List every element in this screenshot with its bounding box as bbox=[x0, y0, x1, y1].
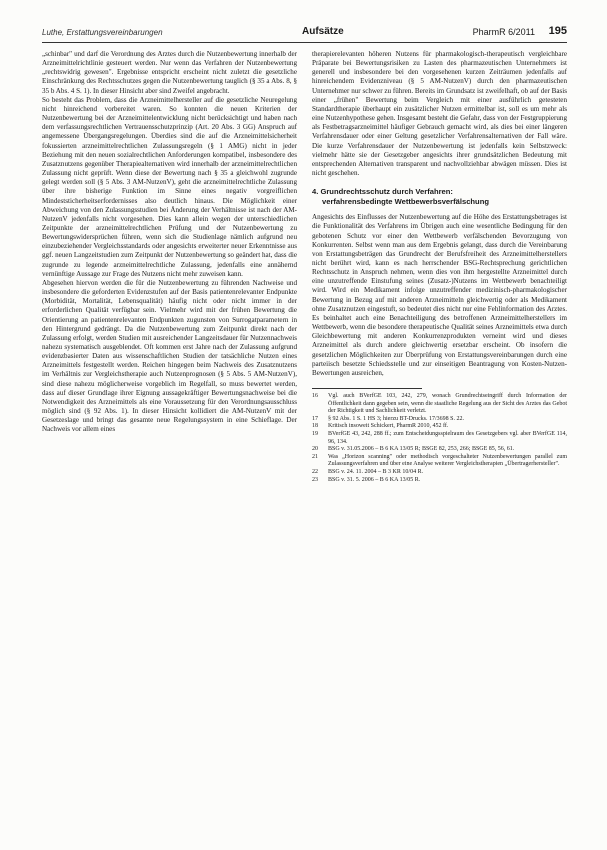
body-paragraph: „schinbar" und darf die Verordnung des Arztes durch die Nutzenbewertung innerhalb der Arzneimittelrichtlinie gesteuert werden. Nur wenn das Verfahren der Nutzenbewertung „rechtswidrig gewesen". Ergebnisse entspricht erscheint nicht zuletzt die gesetzliche Einschränkung des Rechtsschutzes gegen die Nutzenbewertung tauglich (§ 35 a Abs. 8, § 35 b Abs. 4 S. 1). In dieser Hinsicht aber sind Zweifel angebracht. bbox=[42, 50, 297, 95]
page-number: 195 bbox=[548, 25, 567, 37]
footnote bbox=[312, 431, 567, 446]
footnote-number: 18 bbox=[312, 423, 318, 430]
footnote bbox=[312, 477, 567, 485]
footnote-text: Vgl. auch BVerfGE 103, 242, 279, wonach Grundrechtseingriff durch Information der Öffentlichkeit dann gegeben sein, wenn die staatliche Regelung aus der Sicht des Arztes das Gebot der Richtigkeit und Sachlichkeit verletzt. bbox=[328, 393, 567, 415]
footnote bbox=[312, 454, 567, 469]
footnote bbox=[312, 423, 567, 431]
footnote-text: § 92 Abs. 1 S. 1 HS 3; hierzu BT-Drucks. 17/3698 S. 22. bbox=[328, 415, 464, 422]
section-heading-line: 4. Grundrechtsschutz durch Verfahren: bbox=[312, 187, 453, 197]
footnote-text: BSG v. 31.05.2006 – B 6 KA 13/05 R; BSGE 82, 253, 266; BSGE 85, 56, 61. bbox=[328, 446, 515, 453]
footnote-text: Kritisch insoweit Schickert, PharmR 2010, 452 ff. bbox=[328, 423, 449, 430]
running-head bbox=[42, 22, 567, 43]
footnote-number: 21 bbox=[312, 453, 318, 460]
section-heading-subline: verfahrensbedingte Wettbewerbsverfälschung bbox=[322, 196, 489, 206]
section-heading bbox=[312, 187, 567, 206]
footnote bbox=[312, 469, 567, 477]
footnote-number: 23 bbox=[312, 476, 318, 483]
footnotes bbox=[312, 393, 567, 484]
footnote-text: Was „Horizon scanning" oder methodisch vorgeschalteter Nutzenbewertungen parallel zum Zulassungsverfahren und über eine Analyse weiterer Vergleichstherapien „Übertragerhersteller". bbox=[328, 453, 567, 468]
body-paragraph: therapierelevanten höheren Nutzens für pharmakologisch-therapeutisch vergleichbare Präparate bei Bewertungsrisiken zu Lasten des pharmazeutischen Unternehmers ist generell und insbesondere bei den vorgesehenen kurzen Zeiträumen jedenfalls auf hinreichendem Evidenzniveau (§ 5 AM-NutzenV) durch den pharmazeutischen Unternehmer nur schwer zu führen. Bereits im Grundsatz ist zweifelhaft, ob auf der Basis einer „frühen" Bewertung beim Vergleich mit einer ausführlich getesteten Standardtherapie überhaupt ein zusätzlicher Nutzen ermittelbar ist, soll es um mehr als eine Nutzenhypothese gehen. Insgesamt besteht die Gefahr, dass von der Festgruppierung als Festbetragsarzneimittel häufiger Gebrauch gemacht wird, als dies bei einer längeren Verfahrensdauer oder einer Geltung gesetzlicher Verfahrensalternativen der Fall wäre. Die kurze Verfahrensdauer der Nutzenbewertung ist jedenfalls kein Selbstzweck: vielmehr hätte sie der Gesetzgeber angesichts ihrer grundsätzlichen Bedeutung mit entsprechenden Alternativen transparent und nachvollziehbar abwägen müssen. Dies ist nicht geschehen. bbox=[312, 50, 567, 178]
body-paragraph: Angesichts des Einflusses der Nutzenbewertung auf die Höhe des Erstattungsbetrages ist die Funktionalität des Verfahrens im Übrigen auch eine wesentliche Bedingung für den gebotenen Schutz vor einer den Wettbewerb verfälschenden Bevorzugung von Konkurrenten. Selbst wenn man aus dem Ergebnis gelangt, dass durch die Vereinbarung von Erstattungsbeträgen das Grundrecht der Berufsfreiheit des Arzneimittelherstellers nicht berührt wird, kann es nach herrschender BSG-Rechtsprechung gerichtlichen Rechtsschutz in Anspruch nehmen, wenn dies von ihm hergestellte Arzneimittel durch eine unzutreffende Einstufung seines (Zusatz-)Nutzens im Wettbewerb benachteiligt wird. Wird ein Medikament infolge unzutreffender medizinisch-pharmakologischer Bewertung in Bezug auf mit anderen Arzneimitteln gleichwertig oder als Medikament ohne Zusatznutzen eingestuft, so bedeutet dies nicht nur eine Fehlinformation des Arztes. Es beinhaltet auch eine Benachteiligung des betroffenen Arzneimittelherstellers im Wettbewerb, wenn die besondere therapeutische Qualität seines Arzneimittels etwa durch Gleichbewertung mit anderen Konkurrenzprodukten verneint wird und dieses Arzneimittel als durch andere gleichwertig ersetzbar erscheint. Ob insofern die gesetzlichen Möglichkeiten zur Überprüfung von Erstattungsvereinbarungen durch eine parteiisch besetzte Schiedsstelle und zur einseitigen Beantragung von Kosten-Nutzen-Bewertungen ausreichen, bbox=[312, 213, 567, 377]
left-column bbox=[42, 50, 297, 435]
footnote-text: BSG v. 24. 11. 2004 – B 3 KR 10/04 R. bbox=[328, 468, 424, 475]
footnote-text: BVerfGE 43, 242, 288 ff.; zum Entscheidungsspielraum des Gesetzgebers vgl. aber BVerfGE 114, 96, 134. bbox=[328, 430, 567, 445]
footnote-number: 20 bbox=[312, 446, 318, 453]
section-label: Aufsätze bbox=[302, 26, 344, 37]
footnote-divider bbox=[312, 388, 422, 389]
running-head-author-title: Luthe, Erstattungsvereinbarungen bbox=[42, 28, 163, 37]
footnote-number: 19 bbox=[312, 430, 318, 437]
right-column bbox=[312, 50, 567, 484]
footnote-number: 22 bbox=[312, 468, 318, 475]
footnote-text: BSG v. 31. 5. 2006 – B 6 KA 13/05 R. bbox=[328, 476, 421, 483]
footnote bbox=[312, 393, 567, 416]
journal-issue: PharmR 6/2011 bbox=[472, 27, 535, 37]
body-paragraph: Abgesehen hiervon werden die für die Nutzenbewertung zu führenden Nachweise und insbesondere die geforderten Evidenzstufen auf der Basis patientenrelevanter Endpunkte (Morbidität, Mortalität, Lebensqualität) häufig nicht oder nicht immer in der erforderlichen Qualität verfügbar sein. Vielmehr wird mit der frühen Bewertung die Orientierung an patientenrelevanten Endpunkten zugunsten von Surrogatparametern in den Hintergrund gedrängt. Da die Nutzenbewertung zum Zeitpunkt direkt nach der Zulassung erfolgt, werden Studien mit ausreichender Langzeitsdauer für Nutzennachweis nahezu systematisch ausgeblendet. Oft kommen erst Jahre nach der Zulassung aufgrund evidenzbasierter Daten aus wissenschaftlichen Studien der tatsächliche Nutzen eines Arzneimittels festgestellt werden. Reichen hingegen beim Nachweis des Zusatznutzens im Verhältnis zur Vergleichstherapie auch Nutzenprognosen (§ 5 Abs. 5 AM-NutzenV), sind diese nahezu möglicherweise vorgeblich im Regelfall, so muss bewertet werden, dass auf dieser Grundlage ihrer Eignung aussagekräftiger Bewertungsnachweise bei die Notwendigkeit des Arzneimittels als eine Voraussetzung für den Verordnungsausschluss möglich sind (§ 92 Abs. 1). In dieser Hinsicht kollidiert die AM-NutzenV mit der Gesetzeslage und bringt das gesamte neue Regelungssystem in eine Schieflage. Der Nachweis vor allem eines bbox=[42, 278, 297, 434]
footnote-number: 16 bbox=[312, 393, 318, 399]
footnote-number: 17 bbox=[312, 415, 318, 422]
footnote bbox=[312, 446, 567, 454]
body-paragraph: So besteht das Problem, dass die Arzneimittelhersteller auf die gesetzliche Neuregelung nicht hinreichend vorbereitet waren. So konnten die neuen Kriterien der Nutzenbewertung bei der Arzneimittelentwicklung nicht berücksichtigt und haben nach dem verfassungsrechtlichen Vertrauensschutzprinzip (Art. 20 Abs. 3 GG) Anspruch auf angemessene Übergangsregelungen. Überdies sind die auf die Arzneimittelsicherheit fokussierten arzneimittelrechtlichen Zulassungsregeln (§ 1 AMG) nicht in jeder Beziehung mit den neuen sozialrechtlichen Anforderungen kompatibel, insbesondere des Zusatznutzens gegenüber Therapiealternativen wird innerhalb der arzneimittelrechtlichen Zulassung nicht geprüft. Wenn diese der Bewertung nach § 35 a gleichwohl zugrunde gelegt werden soll (§ 5 Abs. 3 AM-NutzenV), geht die arzneimittelrechtliche Zulassung über ihre bisherige Funktion im Sinne eines negativ vorgreiflichen Mindeststicherheitserfordernisses also deutlich hinaus. Die Möglichkeit einer Abweichung von den Zulassungsstudien bei Änderung der Verhältnisse ist nach der AM-NutzenV jedenfalls nicht vorgesehen. Dies kann allein wegen der unterschiedlichen Zeitpunkte der arzneimittelrechtlichen Prüfung und der Nutzenbewertung zu Bewertungswidersprüchen führen, wenn sich die Studienlage nämlich aufgrund neu einzubeziehender Vergleichsstandards oder angesichts erweiterter neuer Erkenntnisse aus ggf. neuen Langzeitstudien zum Zeitpunkt der Nutzenbewertung so geändert hat, dass die zugrunde zu legende arzneimittelrechtliche Zulassung, jedenfalls eine annähernd vernünftige Aussage zur Frage des Nutzens nicht mehr zuweisen kann. bbox=[42, 95, 297, 278]
